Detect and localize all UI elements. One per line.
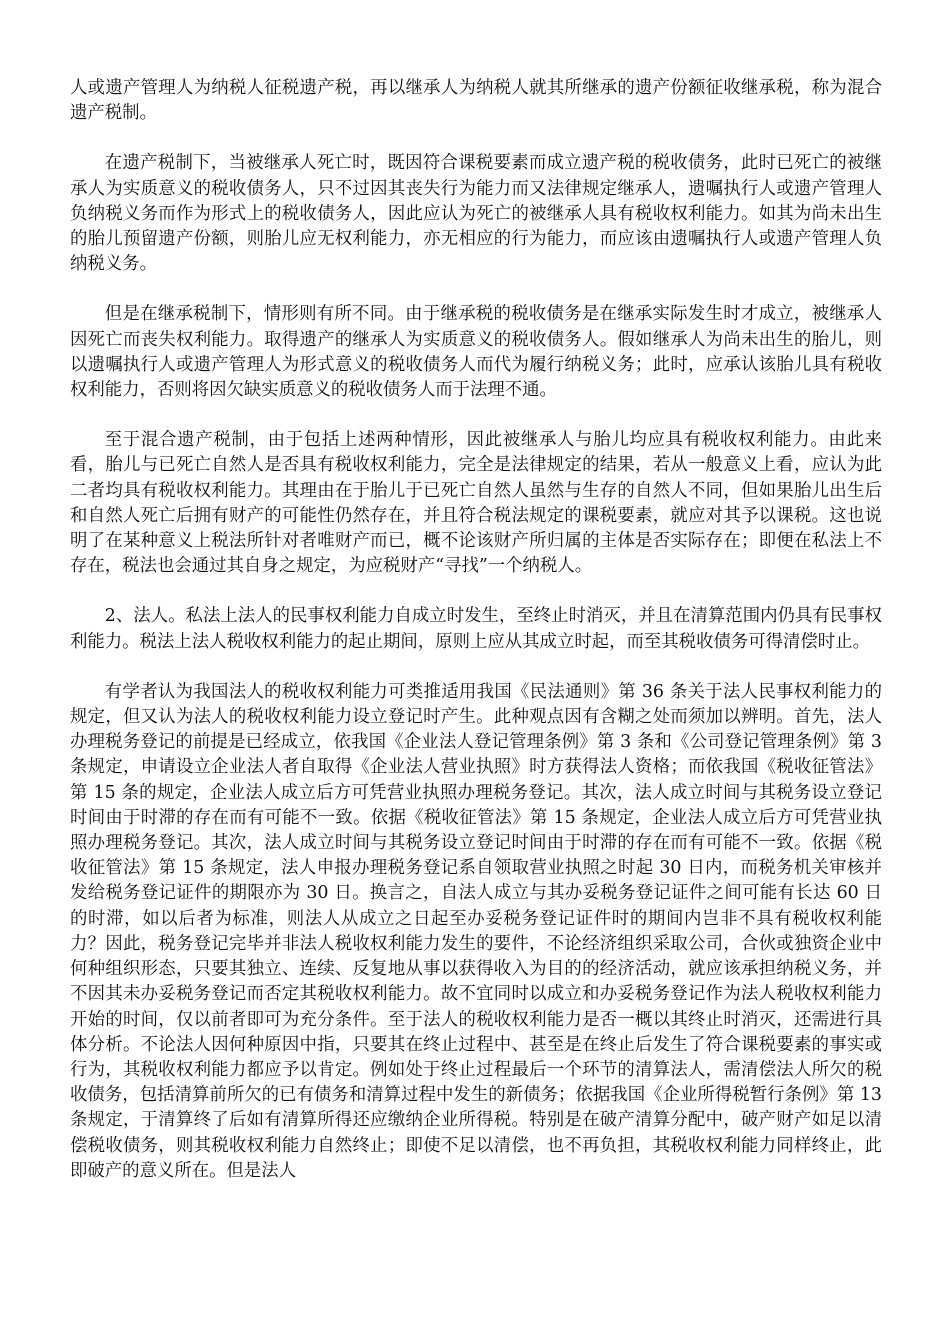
paragraph-5: 2、法人。私法上法人的民事权利能力自成立时发生，至终止时消灭，并且在清算范围内仍具有民事权利能力。税法上法人税收权利能力的起止期间，原则上应从其成立时起，而至其税收债务可得清偿时止。	[70, 606, 882, 652]
paragraph-2: 在遗产税制下，当被继承人死亡时，既因符合课税要素而成立遗产税的税收债务，此时已死亡的被继承人为实质意义的税收债务人，只不过因其丧失行为能力而又法律规定继承人，遗嘱执行人或遗产管理人负纳税义务而作为形式上的税收债务人，因此应认为死亡的被继承人具有税收权利能力。如其为尚未出生的胎儿预留遗产份额，则胎儿应无权利能力，亦无相应的行为能力，而应该由遗嘱执行人或遗产管理人负纳税义务。	[70, 153, 882, 275]
paragraph-6: 有学者认为我国法人的税收权利能力可类推适用我国《民法通则》第 36 条关于法人民事权利能力的规定，但又认为法人的税收权利能力设立登记时产生。此种观点因有含糊之处而须加以辨明。首先，法人办理税务登记的前提是已经成立，依我国《企业法人登记管理条例》第 3 条和《公司登记管理条例》第 3 条规定，申请设立企业法人者自取得《企业法人营业执照》时方获得法人资格；而依我国《税收征管法》第 15 条的规定，企业法人成立后方可凭营业执照办理税务登记。其次，法人成立时间与其税务设立登记时间由于时滞的存在而有可能不一致。依据《税收征管法》第 15 条规定，企业法人成立后方可凭营业执照办理税务登记。其次，法人成立时间与其税务设立登记时间由于时滞的存在而有可能不一致。依据《税收征管法》第 15 条规定，法人申报办理税务登记系自领取营业执照之时起 30 日内，而税务机关审核并发给税务登记证件的期限亦为 30 日。换言之，自法人成立与其办妥税务登记证件之间可能有长达 60 日的时滞，如以后者为标准，则法人从成立之日起至办妥税务登记证件时的期间内岂非不具有税收权利能力？因此，税务登记完毕并非法人税收权利能力发生的要件，不论经济组织采取公司，合伙或独资企业中何种组织形态，只要其独立、连续、反复地从事以获得收入为目的的经济活动，就应该承担纳税义务，并不因其未办妥税务登记而否定其税收权利能力。故不宜同时以成立和办妥税务登记作为法人税收权利能力开始的时间，仅以前者即可为充分条件。至于法人的税收权利能力是否一概以其终止时消灭，还需进行具体分析。不论法人因何种原因中指，只要其在终止过程中、甚至是在终止后发生了符合课税要素的事实或行为，其税收权利能力都应予以肯定。例如处于终止过程最后一个环节的清算法人，需清偿法人所欠的税收债务，包括清算前所欠的已有债务和清算过程中发生的新债务；依据我国《企业所得税暂行条例》第 13 条规定，于清算终了后如有清算所得还应缴纳企业所得税。特别是在破产清算分配中，破产财产如足以清偿税收债务，则其税收权利能力自然终止；即使不足以清偿，也不再负担，其税收权利能力同样终止，此即破产的意义所在。但是法人	[70, 681, 882, 1181]
paragraph-1: 人或遗产管理人为纳税人征税遗产税，再以继承人为纳税人就其所继承的遗产份额征收继承税，称为混合遗产税制。	[70, 78, 882, 124]
paragraph-3: 但是在继承税制下，情形则有所不同。由于继承税的税收债务是在继承实际发生时才成立，被继承人因死亡而丧失权利能力。取得遗产的继承人为实质意义的税收债务人。假如继承人为尚未出生的胎儿，则以遗嘱执行人或遗产管理人为形式意义的税收债务人而代为履行纳税义务；此时，应承认该胎儿具有税收权利能力，否则将因欠缺实质意义的税收债务人而于法理不通。	[70, 304, 882, 401]
paragraph-4: 至于混合遗产税制，由于包括上述两种情形，因此被继承人与胎儿均应具有税收权利能力。由此来看，胎儿与已死亡自然人是否具有税收权利能力，完全是法律规定的结果，若从一般意义上看，应认为此二者均具有税收权利能力。其理由在于胎儿于已死亡自然人虽然与生存的自然人不同，但如果胎儿出生后和自然人死亡后拥有财产的可能性仍然存在，并且符合税法规定的课税要素，就应对其予以课税。这也说明了在某种意义上税法所针对者唯财产而已，概不论该财产所归属的主体是否实际存在；即便在私法上不存在，税法也会通过其自身之规定，为应税财产“寻找”一个纳税人。	[70, 430, 882, 577]
document-page	[70, 76, 882, 1184]
